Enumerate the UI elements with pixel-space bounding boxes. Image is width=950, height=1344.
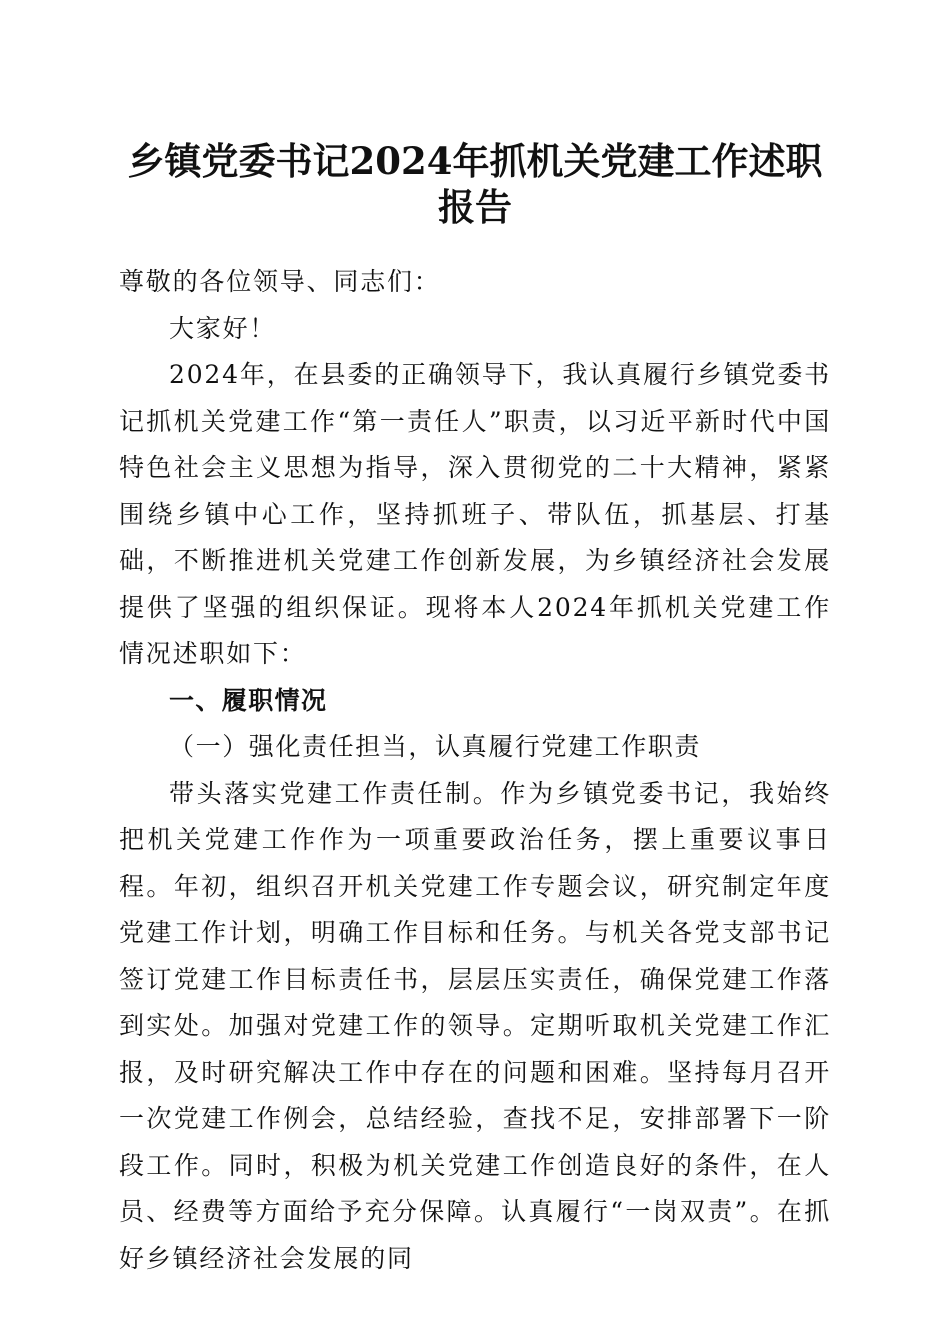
- greeting: 大家好！: [169, 313, 277, 343]
- section-heading: 一、履职情况: [169, 685, 328, 715]
- salutation: 尊敬的各位领导、同志们：: [119, 267, 441, 296]
- document-title: 乡镇党委书记2024年抓机关党建工作述职报告: [127, 139, 823, 229]
- body-paragraph: 带头落实党建工作责任制。作为乡镇党委书记，我始终把机关党建工作作为一项重要政治任务，摆上重要议事日程。年初，组织召开机关党建工作专题会议，研究制定年度党建工作计划，明确工作目标和任务。与机关各党支部书记签订党建工作目标责任书，层层压实责任，确保党建工作落到实处。加强对党建工作的领导。定期听取机关党建工作汇报，及时研究解决工作中存在的问题和困难。坚持每月召开一次党建工作例会，总结经验，查找不足，安排部署下一阶段工作。同时，积极为机关党建工作创造良好的条件，在人员、经费等方面给予充分保障。认真履行“一岗双责”。在抓好乡镇经济社会发展的同: [119, 778, 831, 1273]
- intro-paragraph: 2024年，在县委的正确领导下，我认真履行乡镇党委书记抓机关党建工作“第一责任人”职责，以习近平新时代中国特色社会主义思想为指导，深入贯彻党的二十大精神，紧紧围绕乡镇中心工作，坚持抓班子、带队伍，抓基层、打基础，不断推进机关党建工作创新发展，为乡镇经济社会发展提供了坚强的组织保证。现将本人2024年抓机关党建工作情况述职如下：: [119, 360, 831, 668]
- subsection-heading: （一）强化责任担当，认真履行党建工作职责: [169, 732, 702, 761]
- document-body: [119, 259, 831, 1282]
